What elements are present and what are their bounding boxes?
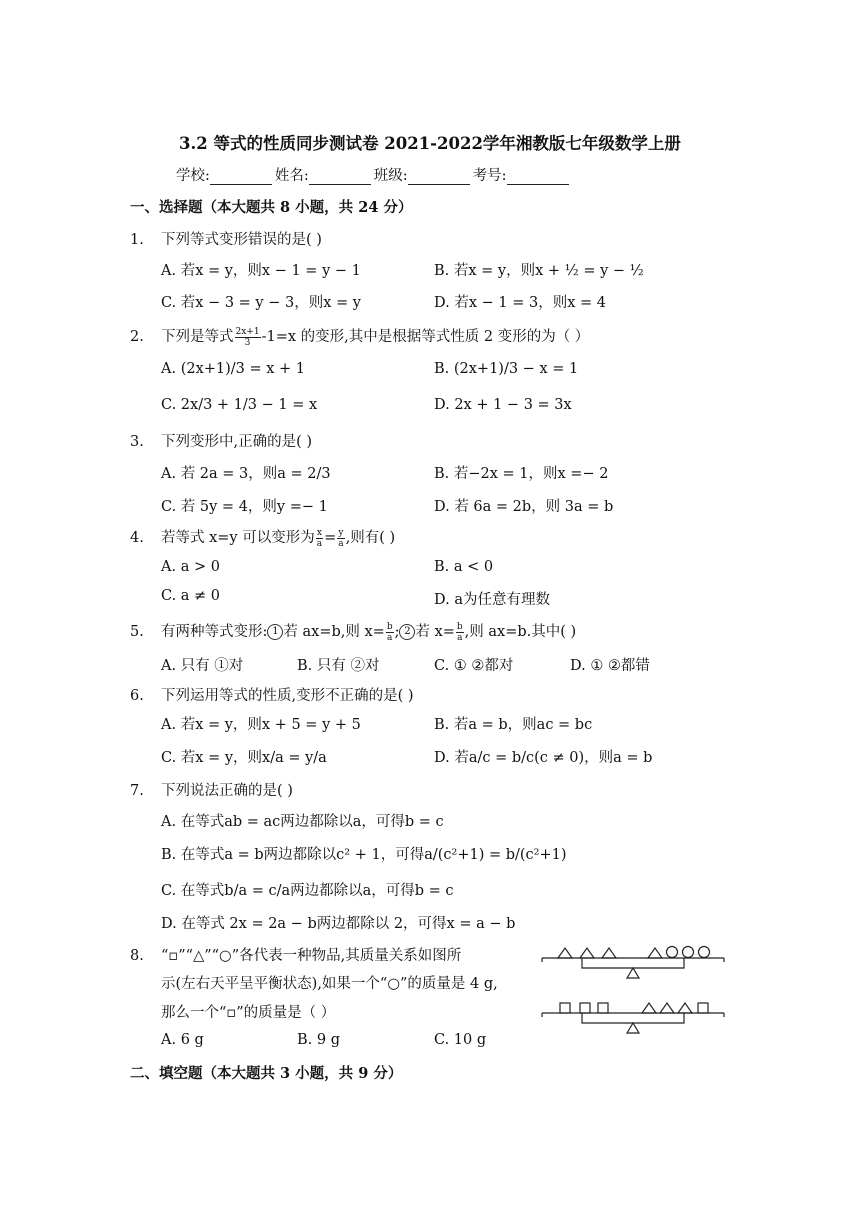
q3-option-d[interactable]: D. 若 6a = 2b，则 3a = b [434, 499, 614, 515]
q6-option-d[interactable]: D. 若a/c = b/c(c ≠ 0)，则a = b [434, 750, 653, 766]
class-label: 班级: [373, 168, 408, 184]
question-4: 4. 若等式 x=y 可以变形为 $\frac{x}{a}$ = $\frac{y}{a}$ ,则有( ) [130, 527, 396, 549]
school-label: 学校: [176, 168, 210, 184]
q4-option-d[interactable]: D. a为任意有理数 [434, 592, 550, 608]
class-field[interactable] [408, 169, 470, 185]
question-7: 7. 下列说法正确的是( ) [130, 783, 293, 799]
q1-option-d[interactable]: D. 若x − 1 = 3，则x = 4 [434, 295, 606, 311]
exam-no-label: 考号: [472, 168, 507, 184]
q8-option-c[interactable]: C. 10 g [434, 1032, 487, 1048]
q2-option-b[interactable]: B. (2x+1)/3 − x = 1 [434, 361, 579, 377]
q5-option-d[interactable]: D. ① ②都错 [570, 658, 650, 674]
question-3: 3. 下列变形中,正确的是( ) [130, 434, 313, 450]
q6-option-b[interactable]: B. 若a = b，则ac = bc [434, 717, 593, 733]
q1-option-b[interactable]: B. 若x = y，则x + ½ = y − ½ [434, 263, 644, 279]
q4-option-b[interactable]: B. a < 0 [434, 559, 494, 575]
q6-option-c[interactable]: C. 若x = y，则x/a = y/a [161, 750, 327, 766]
q8-option-a[interactable]: A. 6 g [161, 1032, 204, 1048]
q3-option-b[interactable]: B. 若−2x = 1，则x =− 2 [434, 466, 609, 482]
q2-option-a[interactable]: A. (2x+1)/3 = x + 1 [161, 361, 306, 377]
school-field[interactable] [210, 169, 272, 185]
student-info-line [176, 164, 572, 185]
q1-option-a[interactable]: A. 若x = y，则x − 1 = y − 1 [161, 263, 361, 279]
question-8-line-3: 那么一个“▫”的质量是（ ） [161, 1005, 336, 1021]
question-8: 8. “▫”“△”“○”各代表一种物品,其质量关系如图所 [130, 948, 462, 964]
q5-option-a[interactable]: A. 只有 ①对 [161, 658, 244, 674]
q8-option-b[interactable]: B. 9 g [297, 1032, 340, 1048]
q7-option-d[interactable]: D. 在等式 2x = 2a − b两边都除以 2，可得x = a − b [161, 916, 516, 932]
balance-diagram-2 [538, 995, 728, 1035]
question-6: 6. 下列运用等式的性质,变形不正确的是( ) [130, 688, 414, 704]
q4-option-c[interactable]: C. a ≠ 0 [161, 588, 221, 604]
q4-option-a[interactable]: A. a > 0 [161, 559, 220, 575]
q2-option-c[interactable]: C. 2x/3 + 1/3 − 1 = x [161, 397, 318, 413]
q7-option-a[interactable]: A. 在等式ab = ac两边都除以a，可得b = c [161, 814, 444, 830]
circled-two-icon: 2 [399, 624, 415, 640]
q6-option-a[interactable]: A. 若x = y，则x + 5 = y + 5 [161, 717, 361, 733]
q7-option-c[interactable]: C. 在等式b/a = c/a两边都除以a，可得b = c [161, 883, 454, 899]
question-8-line-2: 示(左右天平呈平衡状态),如果一个“○”的质量是 4 g, [161, 976, 498, 992]
name-label: 姓名: [274, 168, 309, 184]
fraction: $\frac{2x+1}{3}$ [235, 326, 260, 348]
balance-diagram-1 [538, 940, 728, 980]
question-5: 5. 有两种等式变形: 1 若 ax=b,则 x= $\frac{b}{a}$ ; 2 若 x= $\frac{b}{a}$ ,则 ax=b.其中( ) [130, 621, 577, 643]
question-2: 2. 下列是等式 $\frac{2x+1}{3}$ -1=x 的变形,其中是根据等式性质 2 变形的为（ ） [130, 326, 590, 348]
q3-option-a[interactable]: A. 若 2a = 3，则a = 2/3 [161, 466, 331, 482]
section-heading-fill: 二、填空题（本大题共 3 小题，共 9 分） [130, 1065, 403, 1082]
q1-option-c[interactable]: C. 若x − 3 = y − 3，则x = y [161, 295, 361, 311]
q7-option-b[interactable]: B. 在等式a = b两边都除以c² + 1，可得a/(c²+1) = b/(c²+1) [161, 847, 567, 863]
q5-option-b[interactable]: B. 只有 ②对 [297, 658, 380, 674]
exam-no-field[interactable] [507, 169, 569, 185]
circled-one-icon: 1 [267, 624, 283, 640]
q5-option-c[interactable]: C. ① ②都对 [434, 658, 514, 674]
q3-option-c[interactable]: C. 若 5y = 4，则y =− 1 [161, 499, 328, 515]
name-field[interactable] [309, 169, 371, 185]
q2-option-d[interactable]: D. 2x + 1 − 3 = 3x [434, 397, 572, 413]
section-heading-choice: 一、选择题（本大题共 8 小题，共 24 分） [130, 199, 413, 216]
question-1: 1. 下列等式变形错误的是( ) [130, 232, 322, 248]
page-title: 3.2 等式的性质同步测试卷 2021-2022学年湘教版七年级数学上册 [179, 134, 681, 153]
